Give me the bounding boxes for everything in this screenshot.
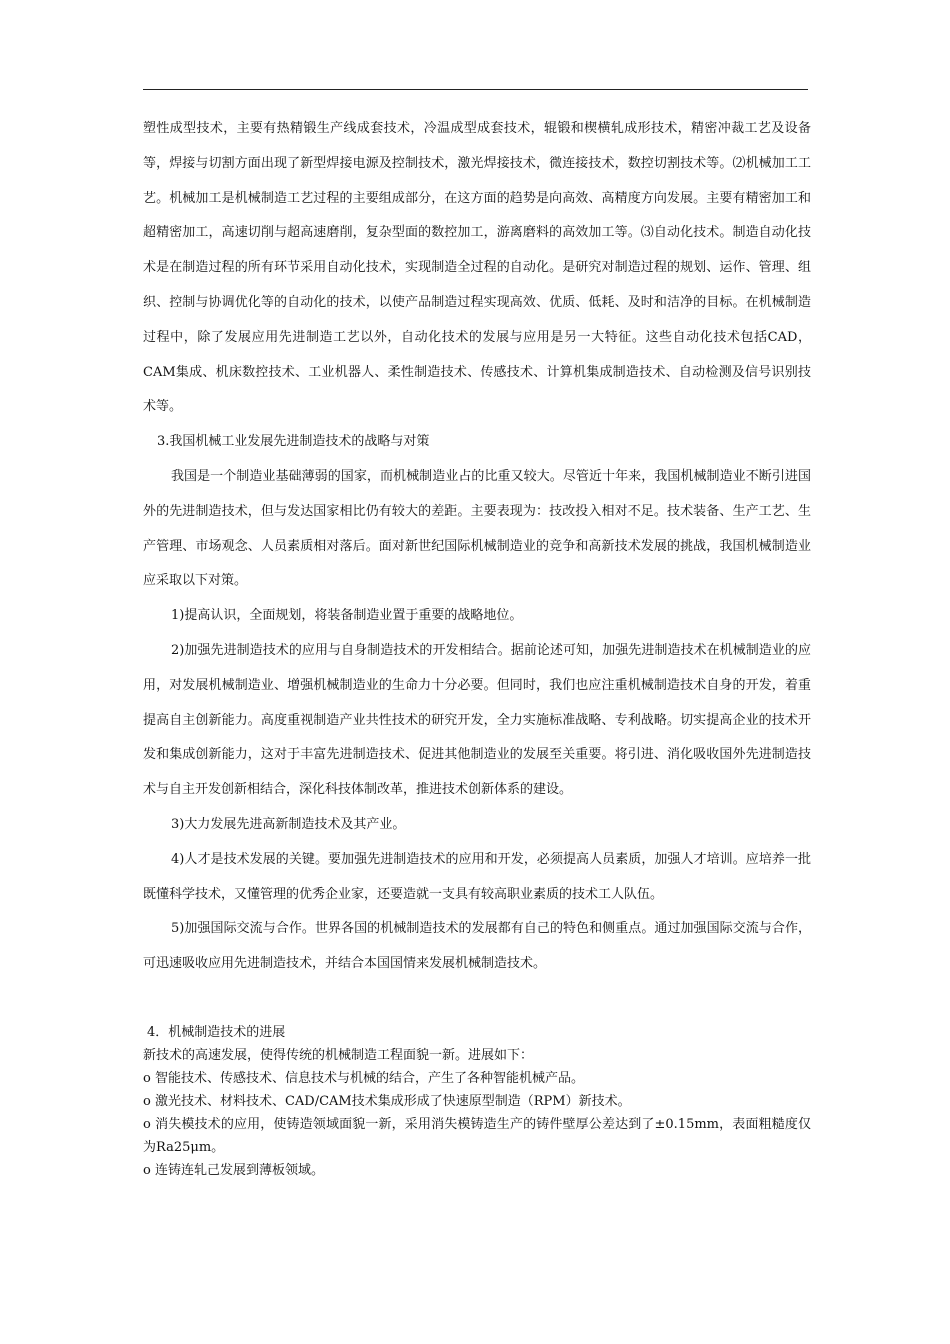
header-rule [143, 89, 808, 90]
list-item: o 连铸连轧己发展到薄板领域。 [143, 1163, 324, 1178]
paragraph-3-1: 1)提高认识，全面规划，将装备制造业置于重要的战略地位。 [171, 608, 523, 624]
section-4 [143, 1021, 811, 1182]
list-item: o 消失模技术的应用，使铸造领域面貌一新，采用消失模铸造生产的铸件壁厚公差达到了±0.15mm，表面粗糙度仅为Ra25μm。 [143, 1117, 811, 1155]
paragraph-3-2: 2)加强先进制造技术的应用与自身制造技术的开发相结合。据前论述可知，加强先进制造技术在机械制造业的应用，对发展机械制造业、增强机械制造业的生命力十分必要。但同时，我们也应注重机械制造技术自身的开发，着重提高自主创新能力。高度重视制造产业共性技术的研究开发，全力实施标准战略、专利战略。切实提高企业的技术开发和集成创新能力，这对于丰富先进制造技术、促进其他制造业的发展至关重要。将引进、消化吸收国外先进制造技术与自主开发创新相结合，深化科技体制改革，推进技术创新体系的建设。 [143, 642, 811, 798]
paragraph-3-intro: 我国是一个制造业基础薄弱的国家，而机械制造业占的比重又较大。尽管近十年来，我国机械制造业不断引进国外的先进制造技术，但与发达国家相比仍有较大的差距。主要表现为：技改投入相对不足。技术装备、生产工艺、生产管理、市场观念、人员素质相对落后。面对新世纪国际机械制造业的竞争和高新技术发展的挑战，我国机械制造业应采取以下对策。 [143, 468, 811, 589]
paragraph-3-3: 3)大力发展先进高新制造技术及其产业。 [171, 816, 406, 832]
list-item: o 智能技术、传感技术、信息技术与机械的结合，产生了各种智能机械产品。 [143, 1071, 584, 1086]
section-4-heading: 4．机械制造技术的进展 [147, 1025, 286, 1040]
section-4-intro: 新技术的高速发展，使得传统的机械制造工程面貌一新。进展如下： [143, 1048, 534, 1063]
paragraph-3-4: 4)人才是技术发展的关键。要加强先进制造技术的应用和开发，必须提高人员素质，加强人才培训。应培养一批既懂科学技术，又懂管理的优秀企业家，还要造就一支具有较高职业素质的技术工人队伍。 [143, 851, 811, 902]
paragraph-3-5: 5)加强国际交流与合作。世界各国的机械制造技术的发展都有自己的特色和侧重点。通过加强国际交流与合作，可迅速吸收应用先进制造技术，并结合本国国情来发展机械制造技术。 [143, 921, 811, 972]
list-item: o 激光技术、材料技术、CAD/CAM技术集成形成了快速原型制造（RPM）新技术。 [143, 1094, 631, 1109]
paragraph-intro: 塑性成型技术，主要有热精锻生产线成套技术，冷温成型成套技术，辊锻和楔横轧成形技术，精密冲裁工艺及设备等，焊接与切割方面出现了新型焊接电源及控制技术，激光焊接技术，微连接技术，数控切割技术等。⑵机械加工工艺。机械加工是机械制造工艺过程的主要组成部分，在这方面的趋势是向高效、高精度方向发展。主要有精密加工和超精密加工，高速切削与超高速磨削，复杂型面的数控加工，游离磨料的高效加工等。⑶自动化技术。制造自动化技术是在制造过程的所有环节采用自动化技术，实现制造全过程的自动化。是研究对制造过程的规划、运作、管理、组织、控制与协调优化等的自动化的技术，以使产品制造过程实现高效、优质、低耗、及时和洁净的目标。在机械制造过程中，除了发展应用先进制造工艺以外，自动化技术的发展与应用是另一大特征。这些自动化技术包括CAD，CAM集成、机床数控技术、工业机器人、柔性制造技术、传感技术、计算机集成制造技术、自动检测及信号识别技术等。 [143, 121, 811, 415]
document-body [143, 112, 811, 982]
section-3-heading: 3.我国机械工业发展先进制造技术的战略与对策 [157, 434, 430, 450]
